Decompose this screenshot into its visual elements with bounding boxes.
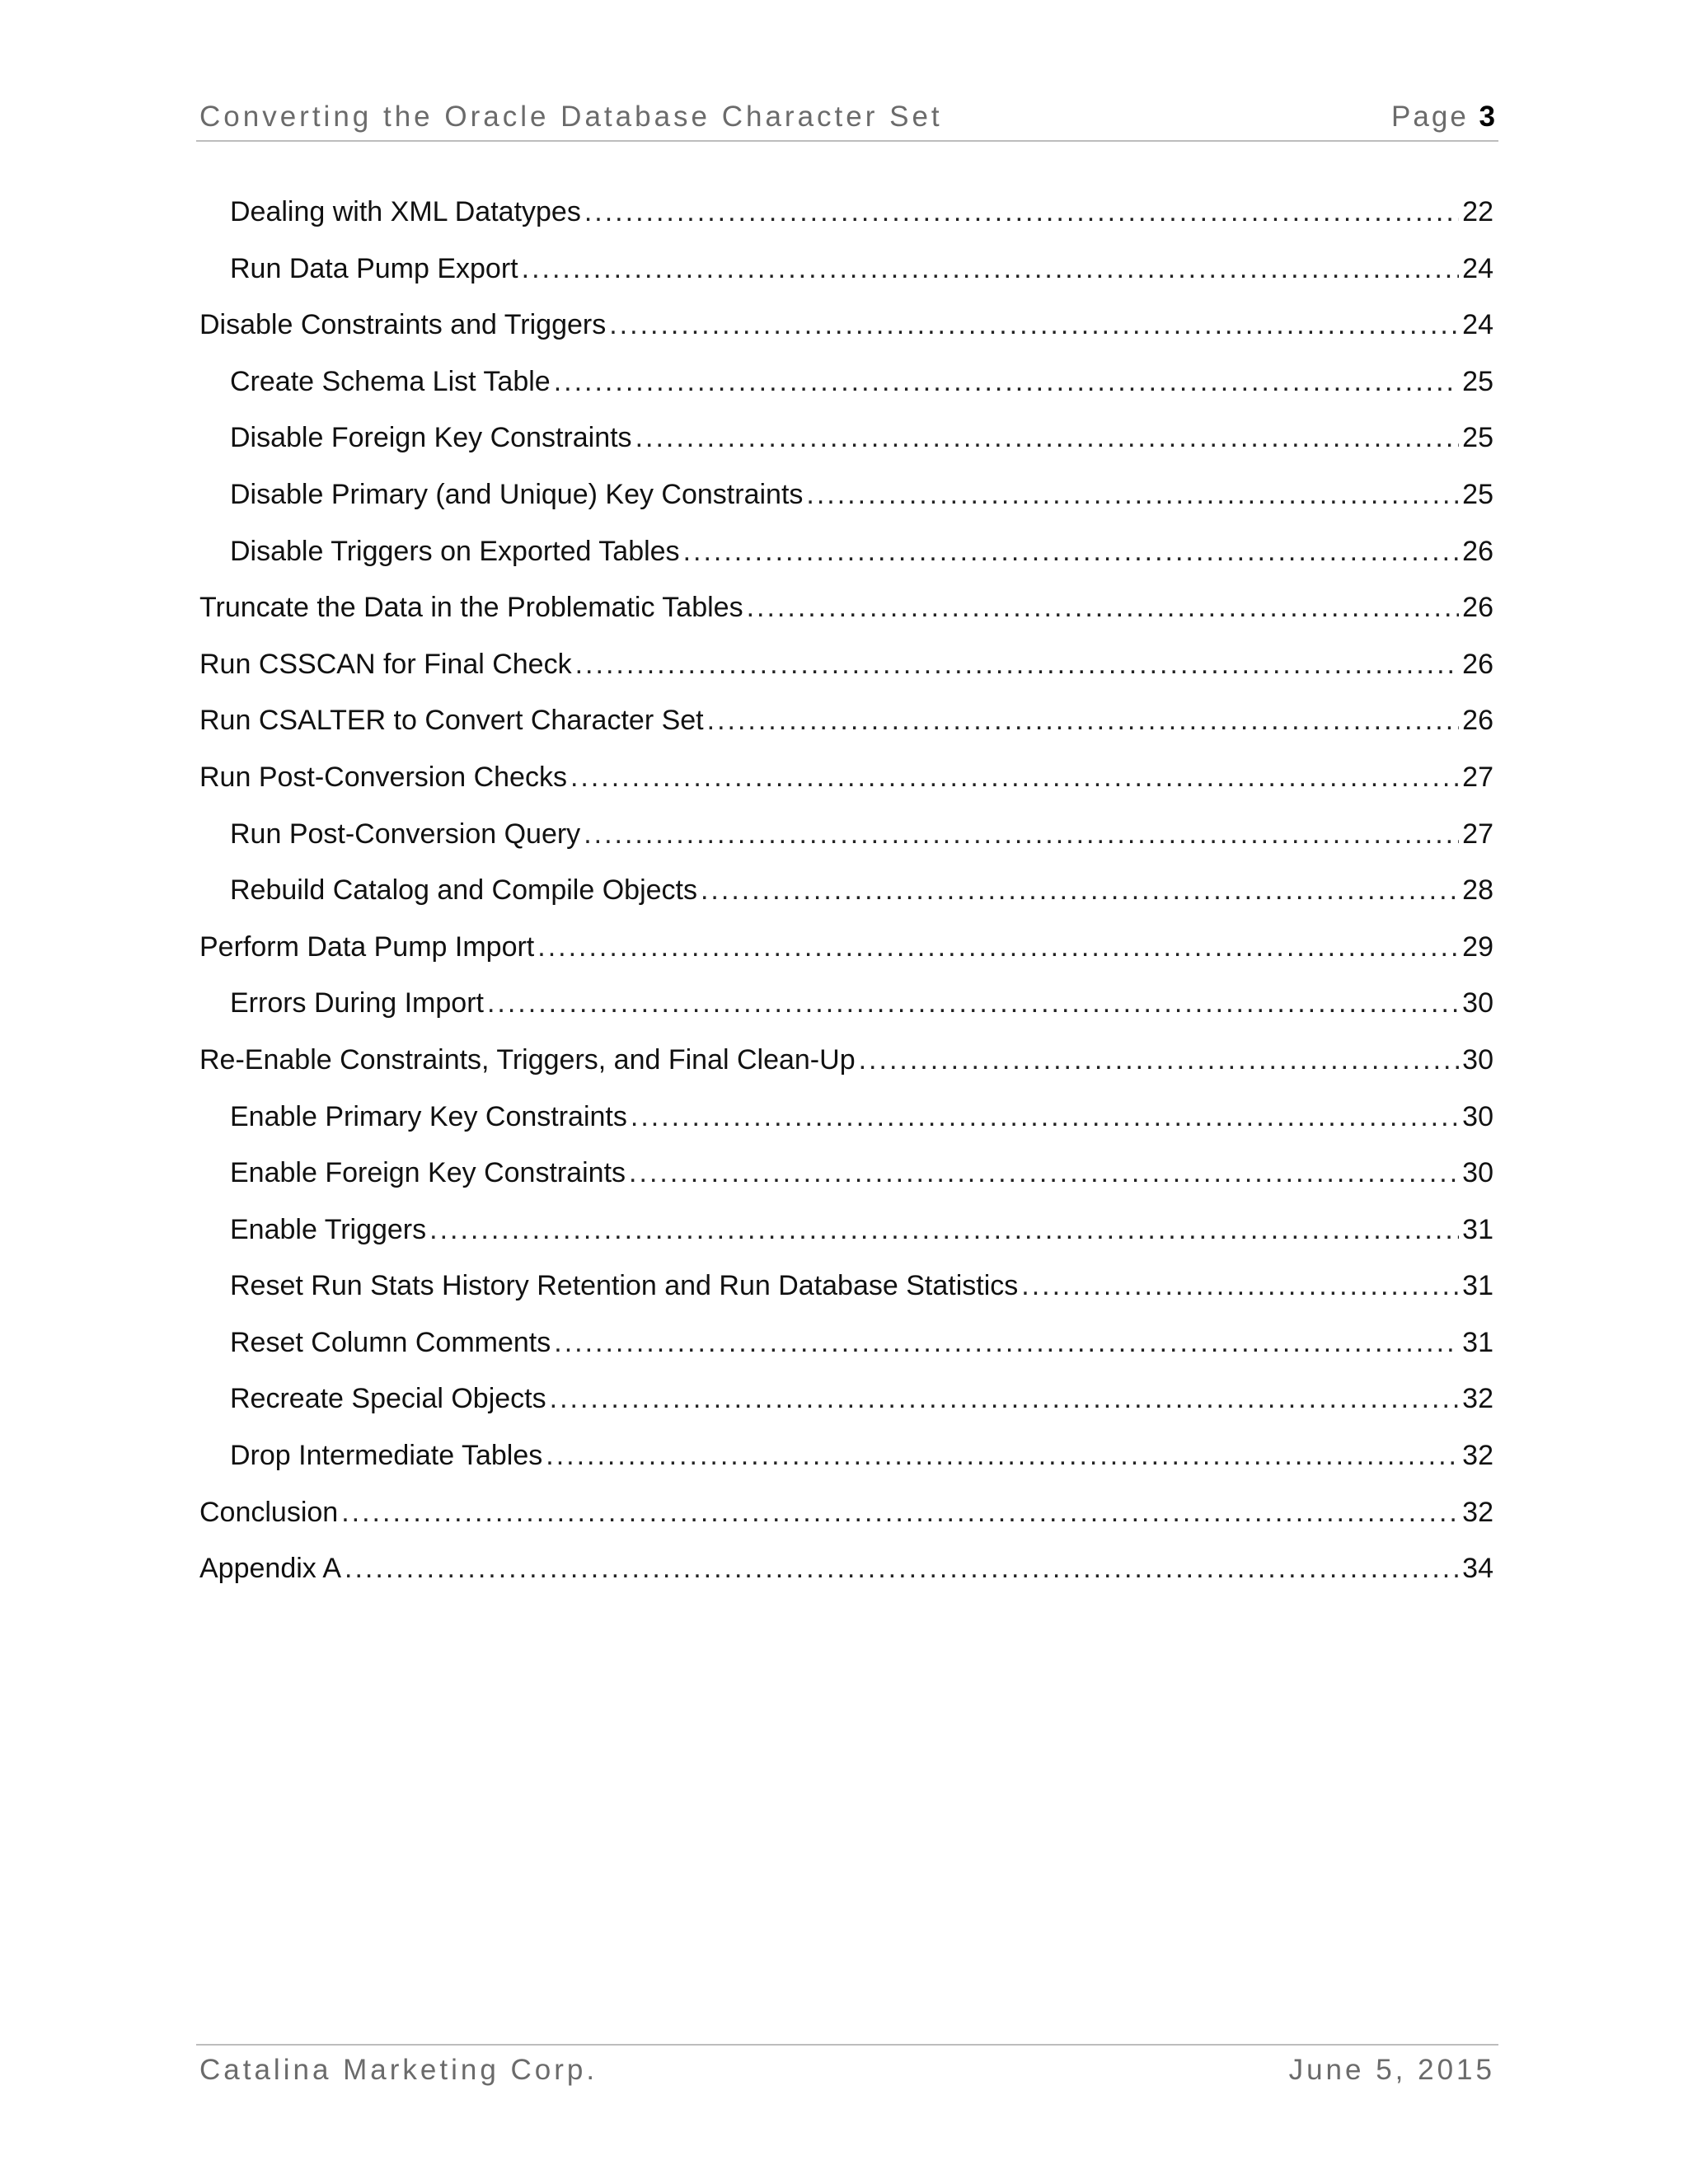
toc-entry-page: 28: [1462, 874, 1493, 907]
toc-entry-page: 34: [1462, 1553, 1493, 1585]
toc-entry-page: 25: [1462, 422, 1493, 454]
toc-entry[interactable]: [199, 592, 1493, 649]
toc-entry[interactable]: [199, 196, 1493, 253]
toc-entry-page: 29: [1462, 930, 1493, 963]
toc-entry-page: 26: [1462, 705, 1493, 737]
toc-entry-title: Disable Constraints and Triggers: [199, 309, 607, 341]
toc-dot-leader: [341, 1497, 1459, 1529]
toc-entry-title: Truncate the Data in the Problematic Tables: [199, 592, 743, 624]
toc-entry-title: Rebuild Catalog and Compile Objects: [230, 874, 697, 907]
toc-dot-leader: [609, 309, 1459, 341]
toc-entry-page: 32: [1462, 1440, 1493, 1472]
toc-entry[interactable]: [199, 536, 1493, 593]
toc-dot-leader: [635, 422, 1460, 454]
toc-entry-page: 25: [1462, 365, 1493, 397]
toc-dot-leader: [701, 874, 1459, 907]
document-title: Converting the Oracle Database Character Set: [199, 101, 943, 133]
toc-entry[interactable]: [199, 818, 1493, 875]
toc-entry-title: Enable Foreign Key Constraints: [230, 1157, 626, 1189]
toc-dot-leader: [554, 366, 1459, 398]
toc-entry[interactable]: [199, 1101, 1493, 1158]
toc-entry-title: Dealing with XML Datatypes: [230, 196, 581, 227]
toc-dot-leader: [584, 196, 1459, 228]
page-number: 3: [1479, 101, 1495, 133]
toc-entry[interactable]: [199, 366, 1493, 423]
toc-entry[interactable]: [199, 1553, 1493, 1610]
toc-entry-title: Run Data Pump Export: [230, 252, 518, 284]
page-indicator: [1391, 101, 1495, 134]
toc-entry[interactable]: [199, 874, 1493, 931]
toc-dot-leader: [1021, 1270, 1459, 1302]
toc-entry-title: Reset Column Comments: [230, 1326, 551, 1358]
toc-entry[interactable]: [199, 649, 1493, 705]
toc-entry-title: Recreate Special Objects: [230, 1383, 546, 1415]
toc-dot-leader: [570, 762, 1459, 794]
toc-entry-page: 31: [1462, 1270, 1493, 1302]
toc-entry[interactable]: [199, 253, 1493, 310]
toc-entry-page: 32: [1462, 1496, 1493, 1528]
toc-entry[interactable]: [199, 1270, 1493, 1327]
toc-dot-leader: [487, 987, 1459, 1019]
page-header: [196, 97, 1498, 142]
toc-entry[interactable]: [199, 1327, 1493, 1384]
toc-dot-leader: [683, 536, 1460, 568]
toc-entry[interactable]: [199, 1157, 1493, 1214]
toc-entry-page: 24: [1462, 252, 1493, 284]
toc-entry-page: 26: [1462, 592, 1493, 624]
table-of-contents: [199, 196, 1493, 1610]
toc-entry-page: 31: [1462, 1326, 1493, 1358]
toc-dot-leader: [429, 1214, 1459, 1246]
toc-entry-page: 25: [1462, 478, 1493, 510]
toc-entry-page: 31: [1462, 1213, 1493, 1245]
toc-dot-leader: [550, 1383, 1460, 1415]
toc-entry[interactable]: [199, 1214, 1493, 1271]
toc-entry-title: Run Post-Conversion Query: [230, 818, 581, 850]
toc-entry-title: Run CSSCAN for Final Check: [199, 648, 572, 680]
toc-entry-page: 30: [1462, 1100, 1493, 1132]
toc-entry[interactable]: [199, 762, 1493, 818]
toc-entry-title: Run Post-Conversion Checks: [199, 761, 567, 793]
toc-entry-title: Perform Data Pump Import: [199, 930, 535, 963]
toc-entry[interactable]: [199, 1044, 1493, 1101]
toc-entry-page: 32: [1462, 1383, 1493, 1415]
page-footer: [196, 2044, 1498, 2103]
toc-dot-leader: [707, 705, 1460, 737]
toc-dot-leader: [546, 1440, 1459, 1472]
footer-company: Catalina Marketing Corp.: [199, 2054, 598, 2086]
toc-dot-leader: [631, 1101, 1459, 1133]
toc-entry-page: 30: [1462, 987, 1493, 1019]
toc-entry-page: 27: [1462, 761, 1493, 793]
toc-entry[interactable]: [199, 987, 1493, 1044]
toc-dot-leader: [859, 1044, 1460, 1076]
toc-entry-page: 24: [1462, 309, 1493, 341]
toc-entry-title: Create Schema List Table: [230, 365, 551, 397]
toc-entry[interactable]: [199, 705, 1493, 762]
toc-entry-page: 30: [1462, 1043, 1493, 1076]
toc-entry-title: Run CSALTER to Convert Character Set: [199, 705, 704, 737]
toc-entry-title: Re-Enable Constraints, Triggers, and Final Clean-Up: [199, 1043, 856, 1076]
toc-entry-title: Disable Foreign Key Constraints: [230, 422, 632, 454]
page-label: Page: [1391, 101, 1469, 133]
toc-dot-leader: [345, 1553, 1459, 1585]
toc-entry-title: Enable Primary Key Constraints: [230, 1100, 627, 1132]
toc-entry-page: 26: [1462, 535, 1493, 567]
footer-date: June 5, 2015: [1288, 2054, 1495, 2086]
toc-entry-title: Disable Triggers on Exported Tables: [230, 535, 680, 567]
toc-entry-page: 26: [1462, 648, 1493, 680]
toc-entry[interactable]: [199, 422, 1493, 479]
toc-dot-leader: [747, 592, 1460, 624]
toc-entry-page: 22: [1462, 196, 1493, 227]
toc-entry-title: Appendix A: [199, 1553, 342, 1585]
toc-entry[interactable]: [199, 1497, 1493, 1554]
toc-dot-leader: [575, 649, 1460, 681]
toc-dot-leader: [629, 1157, 1459, 1189]
toc-entry[interactable]: [199, 1440, 1493, 1497]
toc-dot-leader: [537, 931, 1459, 963]
toc-entry[interactable]: [199, 931, 1493, 988]
toc-entry[interactable]: [199, 309, 1493, 366]
toc-entry-title: Errors During Import: [230, 987, 484, 1019]
toc-entry[interactable]: [199, 1383, 1493, 1440]
toc-entry[interactable]: [199, 479, 1493, 536]
toc-entry-title: Disable Primary (and Unique) Key Constraints: [230, 478, 804, 510]
toc-entry-title: Conclusion: [199, 1496, 339, 1528]
toc-dot-leader: [522, 253, 1460, 285]
toc-dot-leader: [584, 818, 1459, 851]
toc-entry-title: Drop Intermediate Tables: [230, 1440, 543, 1472]
toc-entry-title: Reset Run Stats History Retention and Run Database Statistics: [230, 1270, 1019, 1302]
toc-dot-leader: [806, 479, 1459, 511]
toc-entry-page: 30: [1462, 1157, 1493, 1189]
toc-entry-title: Enable Triggers: [230, 1213, 427, 1245]
toc-entry-page: 27: [1462, 818, 1493, 850]
toc-dot-leader: [554, 1327, 1459, 1359]
